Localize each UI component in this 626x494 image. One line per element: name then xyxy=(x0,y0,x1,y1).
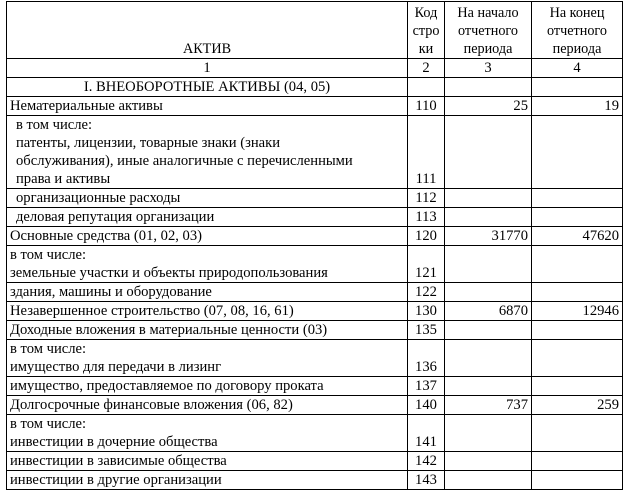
row-name-line: Основные средства (01, 02, 03) xyxy=(10,228,203,244)
row-begin-value xyxy=(445,208,532,227)
row-end-value xyxy=(532,283,623,302)
row-name-line: в том числе: xyxy=(10,416,87,432)
header-begin-line: отчетного xyxy=(458,23,518,39)
row-name xyxy=(7,189,408,208)
row-code: 121 xyxy=(408,246,445,283)
row-name xyxy=(7,116,408,189)
row-name xyxy=(7,377,408,396)
header-code-line: Код xyxy=(414,5,438,21)
row-end-value xyxy=(532,415,623,452)
table-row xyxy=(7,471,623,490)
header-end-line: На конец xyxy=(549,5,605,21)
row-name-line: в том числе: xyxy=(10,341,87,357)
balance-rows xyxy=(7,78,623,490)
column-number-row xyxy=(7,59,623,78)
column-number: 2 xyxy=(408,59,445,78)
row-name xyxy=(7,97,408,116)
header-row xyxy=(7,2,623,59)
row-end-value xyxy=(532,340,623,377)
table-row xyxy=(7,283,623,302)
row-name-line: в том числе: xyxy=(10,247,87,263)
row-end-value xyxy=(532,452,623,471)
header-code-line: ки xyxy=(418,41,434,57)
row-code: 143 xyxy=(408,471,445,490)
balance-sheet-table xyxy=(6,1,623,490)
row-code: 137 xyxy=(408,377,445,396)
header-begin-period xyxy=(445,2,532,59)
table-row xyxy=(7,246,623,283)
row-name-line: патенты, лицензии, товарные знаки (знаки xyxy=(16,135,281,151)
row-end-value xyxy=(532,246,623,283)
column-number: 4 xyxy=(532,59,623,78)
row-name-line: Незавершенное строительство (07, 08, 16, 61) xyxy=(10,303,294,319)
table-row xyxy=(7,377,623,396)
column-number: 1 xyxy=(7,59,408,78)
row-begin-value xyxy=(445,78,532,97)
header-begin-lines xyxy=(448,4,528,58)
table-row xyxy=(7,302,623,321)
row-name xyxy=(7,302,408,321)
row-end-value: 12946 xyxy=(532,302,623,321)
table-row xyxy=(7,321,623,340)
row-code: 111 xyxy=(408,116,445,189)
header-end-line: отчетного xyxy=(547,23,607,39)
header-begin-line: На начало xyxy=(457,5,519,21)
row-name-line: земельные участки и объекты природопользования xyxy=(10,265,328,281)
row-begin-value: 737 xyxy=(445,396,532,415)
row-end-value xyxy=(532,321,623,340)
row-end-value xyxy=(532,471,623,490)
table-row xyxy=(7,116,623,189)
table-row xyxy=(7,97,623,116)
table-row xyxy=(7,189,623,208)
row-begin-value xyxy=(445,377,532,396)
row-begin-value xyxy=(445,452,532,471)
row-name xyxy=(7,208,408,227)
row-name-line: обслуживания), иные аналогичные с перечисленными xyxy=(16,153,353,169)
row-name xyxy=(7,471,408,490)
row-code: 135 xyxy=(408,321,445,340)
header-asset: АКТИВ xyxy=(7,2,408,59)
row-code: 140 xyxy=(408,396,445,415)
table-row xyxy=(7,452,623,471)
header-code xyxy=(408,2,445,59)
header-end-period xyxy=(532,2,623,59)
row-end-value: 47620 xyxy=(532,227,623,246)
section-title xyxy=(7,78,408,97)
row-begin-value xyxy=(445,321,532,340)
row-name-line: имущество для передачи в лизинг xyxy=(10,359,222,375)
column-number: 3 xyxy=(445,59,532,78)
row-name xyxy=(7,452,408,471)
header-code-lines xyxy=(411,4,441,58)
row-name-line: Доходные вложения в материальные ценности (03) xyxy=(10,322,328,338)
row-code: 122 xyxy=(408,283,445,302)
row-name-line: имущество, предоставляемое по договору проката xyxy=(10,378,324,394)
row-name-line: здания, машины и оборудование xyxy=(10,284,212,300)
row-end-value xyxy=(532,116,623,189)
row-end-value xyxy=(532,377,623,396)
row-end-value: 19 xyxy=(532,97,623,116)
row-name-line: инвестиции в дочерние общества xyxy=(10,434,218,450)
row-name xyxy=(7,415,408,452)
row-name-line: организационные расходы xyxy=(16,190,181,206)
row-code: 142 xyxy=(408,452,445,471)
table-row xyxy=(7,227,623,246)
row-name-line: в том числе: xyxy=(16,117,93,133)
header-end-lines xyxy=(535,4,619,58)
table-row xyxy=(7,78,623,97)
row-name xyxy=(7,227,408,246)
table-row xyxy=(7,415,623,452)
row-name xyxy=(7,340,408,377)
row-end-value: 259 xyxy=(532,396,623,415)
row-end-value xyxy=(532,189,623,208)
header-begin-line: периода xyxy=(463,41,513,57)
row-name-line: Долгосрочные финансовые вложения (06, 82) xyxy=(10,397,293,413)
row-name-line: I. ВНЕОБОРОТНЫЕ АКТИВЫ (04, 05) xyxy=(83,79,331,95)
row-begin-value xyxy=(445,340,532,377)
row-code: 113 xyxy=(408,208,445,227)
row-code: 120 xyxy=(408,227,445,246)
row-begin-value: 31770 xyxy=(445,227,532,246)
row-code: 130 xyxy=(408,302,445,321)
table-row xyxy=(7,396,623,415)
row-code: 110 xyxy=(408,97,445,116)
row-name xyxy=(7,246,408,283)
row-begin-value: 6870 xyxy=(445,302,532,321)
row-name-line: инвестиции в другие организации xyxy=(10,472,222,488)
row-code: 136 xyxy=(408,340,445,377)
row-begin-value xyxy=(445,471,532,490)
row-name-line: права и активы xyxy=(16,171,111,187)
row-name xyxy=(7,321,408,340)
row-name-line: деловая репутация организации xyxy=(16,209,215,225)
row-name xyxy=(7,283,408,302)
row-end-value xyxy=(532,78,623,97)
row-end-value xyxy=(532,208,623,227)
row-code xyxy=(408,78,445,97)
row-begin-value xyxy=(445,283,532,302)
row-begin-value xyxy=(445,116,532,189)
row-begin-value xyxy=(445,189,532,208)
table-row xyxy=(7,340,623,377)
row-name-line: Нематериальные активы xyxy=(10,98,163,114)
row-name-line: инвестиции в зависимые общества xyxy=(10,453,227,469)
row-begin-value xyxy=(445,246,532,283)
row-name xyxy=(7,396,408,415)
row-begin-value: 25 xyxy=(445,97,532,116)
header-end-line: периода xyxy=(552,41,602,57)
header-code-line: стро xyxy=(412,23,440,39)
row-begin-value xyxy=(445,415,532,452)
table-row xyxy=(7,208,623,227)
row-code: 141 xyxy=(408,415,445,452)
row-code: 112 xyxy=(408,189,445,208)
